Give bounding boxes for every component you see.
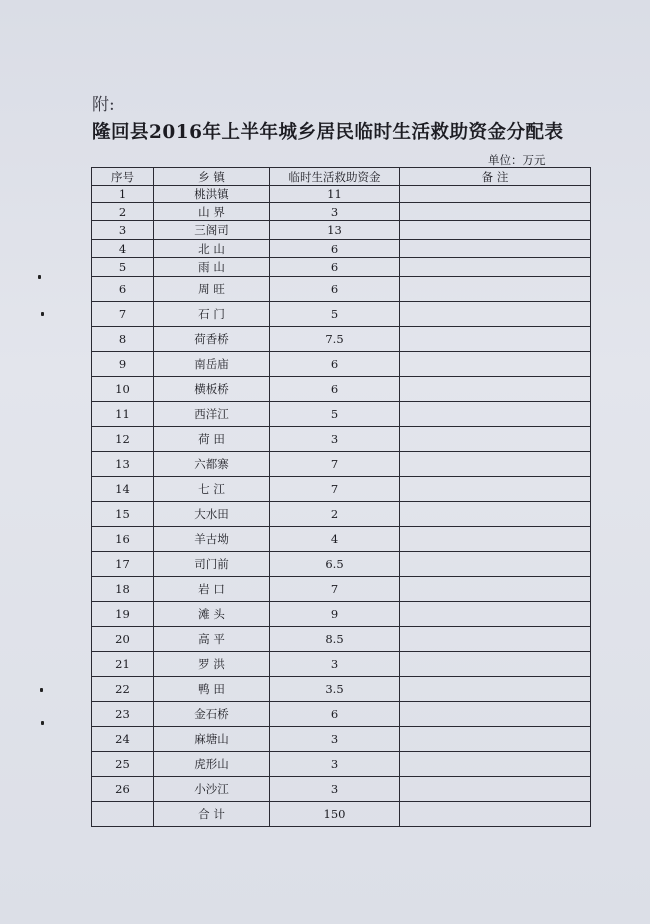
- total-relief-amount: 150: [270, 802, 400, 827]
- town-name: 三阁司: [154, 221, 270, 240]
- relief-amount: 3: [270, 427, 400, 452]
- row-number: 23: [92, 702, 154, 727]
- table-row: [92, 727, 591, 752]
- remark: [400, 221, 591, 240]
- town-name: 高 平: [154, 627, 270, 652]
- row-number: 14: [92, 477, 154, 502]
- remark: [400, 427, 591, 452]
- town-name: 石 门: [154, 302, 270, 327]
- row-number: 26: [92, 777, 154, 802]
- table-row: [92, 377, 591, 402]
- row-number: 17: [92, 552, 154, 577]
- remark: [400, 327, 591, 352]
- town-name: 小沙江: [154, 777, 270, 802]
- row-number: 12: [92, 427, 154, 452]
- row-number: 25: [92, 752, 154, 777]
- table-row: [92, 302, 591, 327]
- relief-amount: 3: [270, 203, 400, 221]
- attachment-label: 附:: [92, 95, 115, 115]
- table-row: [92, 527, 591, 552]
- town-name: 鸭 田: [154, 677, 270, 702]
- town-name: 七 江: [154, 477, 270, 502]
- town-name: 羊古坳: [154, 527, 270, 552]
- remark: [400, 752, 591, 777]
- table-row: [92, 602, 591, 627]
- header-no: 序号: [92, 168, 154, 186]
- relief-amount: 9: [270, 602, 400, 627]
- relief-amount: 2: [270, 502, 400, 527]
- remark: [400, 203, 591, 221]
- row-number: 1: [92, 186, 154, 203]
- town-name: 雨 山: [154, 258, 270, 277]
- relief-amount: 3: [270, 652, 400, 677]
- scan-speck: [41, 312, 44, 316]
- remark: [400, 186, 591, 203]
- remark: [400, 377, 591, 402]
- town-name: 山 界: [154, 203, 270, 221]
- town-name: 司门前: [154, 552, 270, 577]
- remark: [400, 277, 591, 302]
- table-row: [92, 186, 591, 203]
- row-number: 19: [92, 602, 154, 627]
- header-amount: 临时生活救助资金: [270, 168, 400, 186]
- relief-amount: 3.5: [270, 677, 400, 702]
- relief-amount: 6: [270, 702, 400, 727]
- relief-amount: 7: [270, 452, 400, 477]
- relief-amount: 6: [270, 352, 400, 377]
- unit-label: 单位：万元: [488, 153, 546, 167]
- row-number: 5: [92, 258, 154, 277]
- remark: [400, 402, 591, 427]
- table-row: [92, 577, 591, 602]
- table-row: [92, 258, 591, 277]
- town-name: 北 山: [154, 240, 270, 258]
- table-total-row: [92, 802, 591, 827]
- remark: [400, 727, 591, 752]
- town-name: 六都寨: [154, 452, 270, 477]
- remark: [400, 677, 591, 702]
- row-number: 11: [92, 402, 154, 427]
- table-row: [92, 777, 591, 802]
- table-row: [92, 240, 591, 258]
- remark: [400, 477, 591, 502]
- relief-amount: 3: [270, 777, 400, 802]
- scan-speck: [38, 275, 41, 279]
- town-name: 金石桥: [154, 702, 270, 727]
- table-row: [92, 452, 591, 477]
- table-row: [92, 477, 591, 502]
- row-number: 21: [92, 652, 154, 677]
- row-number: 7: [92, 302, 154, 327]
- town-name: 罗 洪: [154, 652, 270, 677]
- row-number: 4: [92, 240, 154, 258]
- remark: [400, 577, 591, 602]
- row-number: 3: [92, 221, 154, 240]
- total-town-name: 合 计: [154, 802, 270, 827]
- table-row: [92, 277, 591, 302]
- relief-amount: 3: [270, 727, 400, 752]
- row-number: 24: [92, 727, 154, 752]
- relief-amount: 5: [270, 302, 400, 327]
- header-note: 备 注: [400, 168, 591, 186]
- row-number: 13: [92, 452, 154, 477]
- row-number: 8: [92, 327, 154, 352]
- town-name: 西洋江: [154, 402, 270, 427]
- town-name: 横板桥: [154, 377, 270, 402]
- relief-amount: 4: [270, 527, 400, 552]
- remark: [400, 258, 591, 277]
- scan-speck: [41, 721, 44, 725]
- relief-amount: 3: [270, 752, 400, 777]
- row-number: 9: [92, 352, 154, 377]
- table-row: [92, 402, 591, 427]
- relief-amount: 7: [270, 477, 400, 502]
- remark: [400, 502, 591, 527]
- table-row: [92, 677, 591, 702]
- remark: [400, 552, 591, 577]
- remark: [400, 352, 591, 377]
- relief-amount: 6: [270, 258, 400, 277]
- row-number: 2: [92, 203, 154, 221]
- town-name: 岩 口: [154, 577, 270, 602]
- town-name: 周 旺: [154, 277, 270, 302]
- town-name: 大水田: [154, 502, 270, 527]
- remark: [400, 527, 591, 552]
- relief-amount: 5: [270, 402, 400, 427]
- relief-amount: 7.5: [270, 327, 400, 352]
- remark: [400, 602, 591, 627]
- table-row: [92, 702, 591, 727]
- relief-amount: 11: [270, 186, 400, 203]
- allocation-table: [91, 167, 591, 827]
- row-number: 20: [92, 627, 154, 652]
- table-row: [92, 427, 591, 452]
- relief-amount: 7: [270, 577, 400, 602]
- total-remark: [400, 802, 591, 827]
- town-name: 荷 田: [154, 427, 270, 452]
- scan-speck: [40, 688, 43, 692]
- header-town: 乡 镇: [154, 168, 270, 186]
- page-title: 隆回县2016年上半年城乡居民临时生活救助资金分配表: [92, 122, 564, 143]
- remark: [400, 702, 591, 727]
- table-row: [92, 627, 591, 652]
- town-name: 滩 头: [154, 602, 270, 627]
- remark: [400, 452, 591, 477]
- table-row: [92, 652, 591, 677]
- relief-amount: 13: [270, 221, 400, 240]
- table-row: [92, 752, 591, 777]
- remark: [400, 777, 591, 802]
- remark: [400, 652, 591, 677]
- town-name: 麻塘山: [154, 727, 270, 752]
- table-body: [92, 186, 591, 827]
- table-row: [92, 502, 591, 527]
- table-header-row: [92, 168, 591, 186]
- table-row: [92, 203, 591, 221]
- town-name: 南岳庙: [154, 352, 270, 377]
- table-row: [92, 352, 591, 377]
- town-name: 荷香桥: [154, 327, 270, 352]
- remark: [400, 627, 591, 652]
- remark: [400, 240, 591, 258]
- row-number: 18: [92, 577, 154, 602]
- relief-amount: 6: [270, 377, 400, 402]
- row-number: 10: [92, 377, 154, 402]
- row-number: 16: [92, 527, 154, 552]
- row-number: 15: [92, 502, 154, 527]
- remark: [400, 302, 591, 327]
- table-row: [92, 552, 591, 577]
- town-name: 桃洪镇: [154, 186, 270, 203]
- table-row: [92, 327, 591, 352]
- relief-amount: 6: [270, 277, 400, 302]
- relief-amount: 6.5: [270, 552, 400, 577]
- town-name: 虎形山: [154, 752, 270, 777]
- row-number: 22: [92, 677, 154, 702]
- table-row: [92, 221, 591, 240]
- relief-amount: 8.5: [270, 627, 400, 652]
- relief-amount: 6: [270, 240, 400, 258]
- total-row-number: [92, 802, 154, 827]
- row-number: 6: [92, 277, 154, 302]
